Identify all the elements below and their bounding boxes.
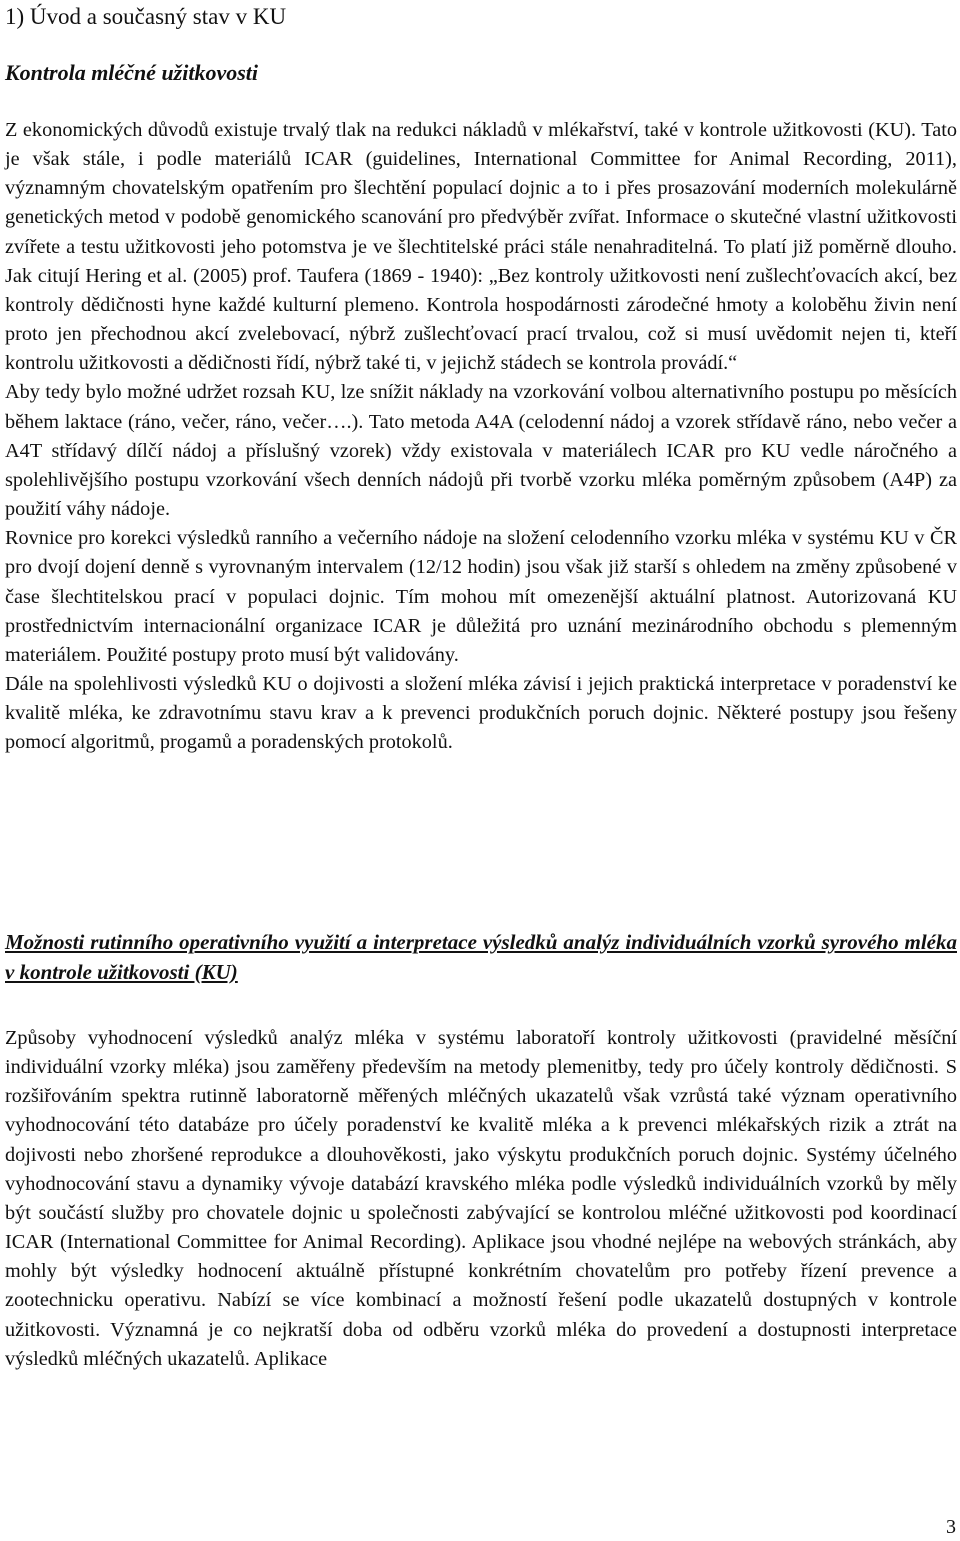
subheading-2: Možnosti rutinního operativního využití a interpretace výsledků analýz individuálních vzorků syrového mléka v kontrole užitkovosti (KU) [5, 930, 957, 984]
paragraph: Dále na spolehlivosti výsledků KU o dojivosti a složení mléka závisí i jejich praktická interpretace v poradenství ke kvalitě mléka, ke zdravotnímu stavu krav a k prevenci produkčních poruch dojnic. Některé postupy jsou řešeny pomocí algoritmů, progamů a poradenských protokolů. [5, 672, 957, 754]
paragraph: Rovnice pro korekci výsledků ranního a večerního nádoje na složení celodenního vzorku mléka v systému KU v ČR pro dvojí dojení denně s vyrovnaným intervalem (12/12 hodin) jsou však již starší s ohledem na změny způsobené v čase šlechtitelskou prací v populaci dojnic. Tím mohou mít omezenější aktuální platnost. Autorizovaná KU prostřednictvím internacionální organizace ICAR je důležitá pro uznání mezinárodního obchodu s plemenným materiálem. Použité postupy proto musí být validovány. [5, 527, 957, 666]
paragraph: Způsoby vyhodnocení výsledků analýz mléka v systému laboratoří kontroly užitkovosti (pravidelné měsíční individuální vzorky mléka) jsou zaměřeny především na metody plemenitby, tedy pro účely kontroly dědičnosti. S rozšiřováním spektra rutinně laboratorně měřených mléčných ukazatelů však vzrůstá také význam operativního vyhodnocování této databáze pro účely poradenství ke kvalitě mléka a k prevenci mlékařských rizik a ztrát na dojivosti nebo zhoršené reprodukce a dlouhověkosti, jako výskytu produkčních poruch dojnic. Systémy účelného vyhodnocování stavu a dynamiky vývoje databází kravského mléka podle výsledků individuálních vzorků by měly být součástí služby pro chovatele dojnic u společnosti zabývající se kontrolou mléčné užitkovosti pod koordinací ICAR (International Committee for Animal Recording). Aplikace jsou vhodné nejlépe na webových stránkách, aby mohly být výsledky hodnocení aktuálně přístupné konkrétním chovatelům pro potřeby řízení prevence a zootechnicku operativu. Nabízí se více kombinací a možností řešení podle ukazatelů dostupných v kontrole užitkovosti. Významná je co nejkratší doba od odběru vzorků mléka do provedení a dostupnosti interpretace výsledků mléčných ukazatelů. Aplikace [5, 1027, 957, 1370]
paragraph: Aby tedy bylo možné udržet rozsah KU, lze snížit náklady na vzorkování volbou alternativního postupu po měsících během laktace (ráno, večer, ráno, večer….). Tato metoda A4A (celodenní nádoj a vzorek střídavě ráno, nebo večer a A4T střídavý dílčí nádoj a příslušný vzorek) vždy existovala v materiálech ICAR pro KU vedle náročného a spolehlivějšího postupu vzorkování všech denních nádojů při tvorbě vzorku mléka poměrným způsobem (A4P) za použití váhy nádoje. [5, 381, 957, 521]
section1-body [5, 116, 957, 757]
section-heading: 1) Úvod a současný stav v KU [5, 4, 287, 29]
page-number: 3 [946, 1516, 956, 1538]
paragraph: Z ekonomických důvodů existuje trvalý tlak na redukci nákladů v mlékařství, také v kontrole užitkovosti (KU). Tato je však stále, i podle materiálů ICAR (guidelines, International Committee for Animal Recording, 2011), významným chovatelským opatřením pro šlechtění populací dojnic a to i přes prosazování moderních molekulárně genetických metod v podobě genomického scanování pro předvýběr zvířat. Informace o skutečné vlastní užitkovosti zvířete a testu užitkovosti jeho potomstva je ve šlechtitelské práci stále nenahraditelná. To platí již poměrně dlouho. Jak citují Hering et al. (2005) prof. Taufera (1869 - 1940): „Bez kontroly užitkovosti není zušlechťovacích akcí, bez kontroly dědičnosti hyne každé kulturní plemeno. Kontrola hospodárnosti zárodečné hmoty a koloběhu živin není proto jen přechodnou akcí zvelebovací, nýbrž zušlechťovací prací trvalou, což si musí uvědomit nejen ti, kteří kontrolu užitkovosti a dědičnosti řídí, nýbrž také ti, v jejichž stádech se kontrola provádí.“ [5, 119, 957, 375]
section2-body [5, 1024, 957, 1374]
subsection-heading: Kontrola mléčné užitkovosti [5, 60, 259, 85]
